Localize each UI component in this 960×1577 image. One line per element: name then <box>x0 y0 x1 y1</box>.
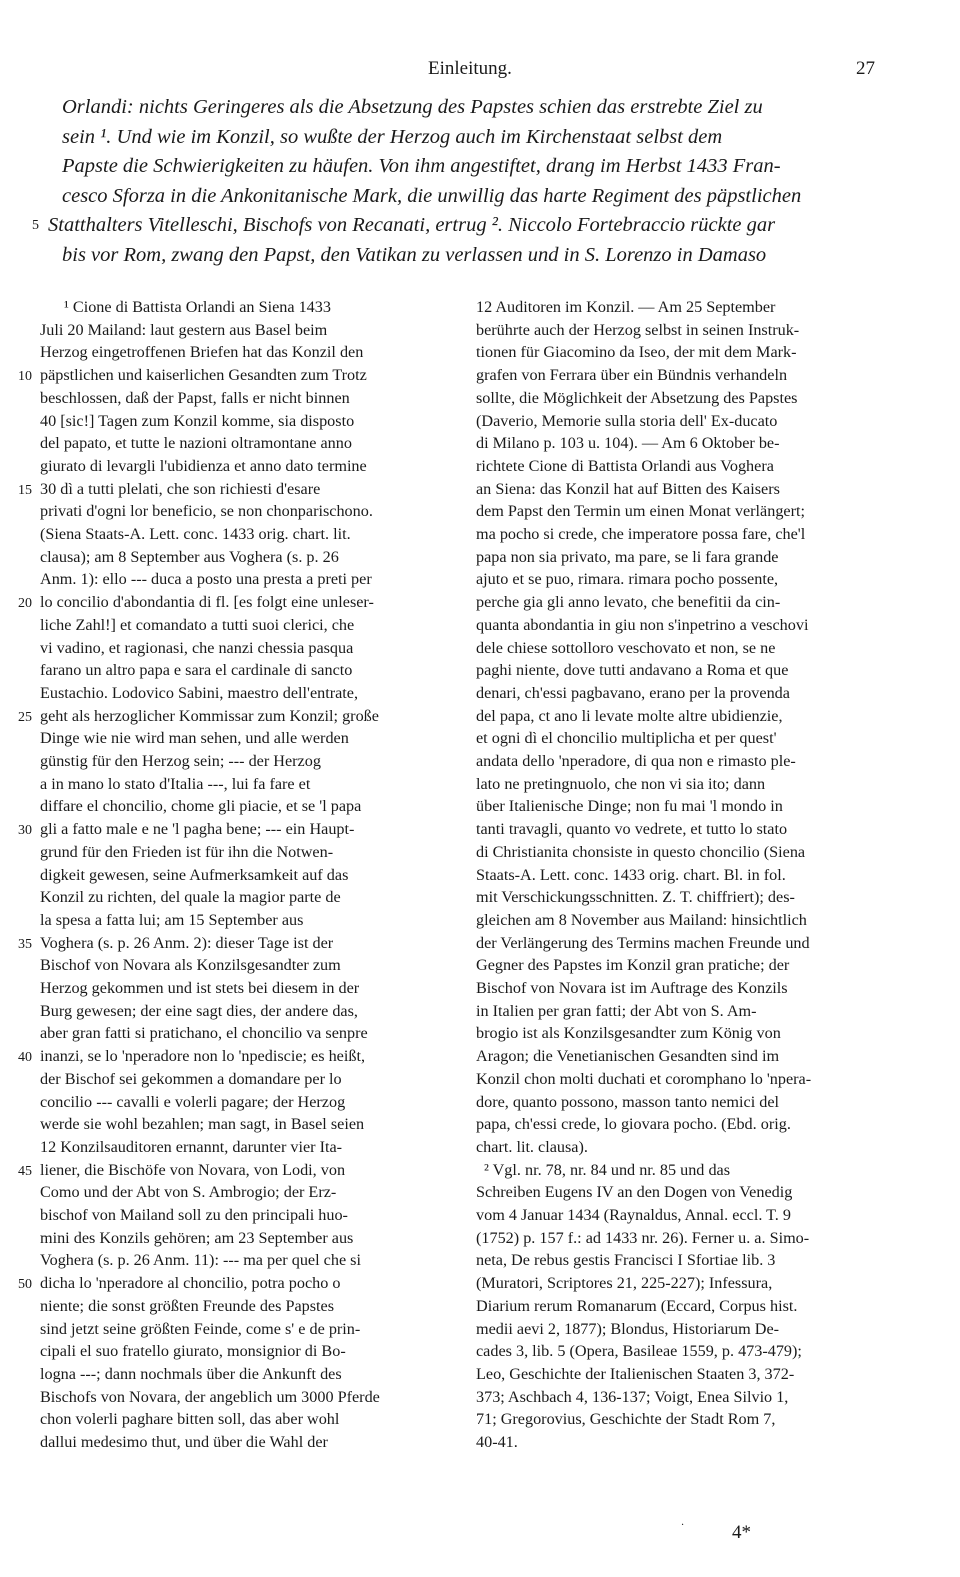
line-number: 45 <box>18 1163 32 1179</box>
footnote-line: berührte auch der Herzog selbst in seinen Instruk- <box>476 320 800 339</box>
footnote-line: an Siena: das Konzil hat auf Bitten des Kaisers <box>476 479 780 498</box>
footnote-line: beschlossen, daß der Papst, falls er nicht binnen <box>40 388 350 407</box>
footnote-line: dore, quanto possono, masson tanto nemici del <box>476 1092 780 1111</box>
footnote-line: Voghera (s. p. 26 Anm. 11): --- ma per quel che si <box>40 1251 361 1270</box>
main-text-line: Statthalters Vitelleschi, Bischofs von Recanati, ertrug ². Niccolo Fortebraccio rückte gar <box>48 214 776 237</box>
footnote-line: Konzil zu richten, del quale la magior parte de <box>40 888 341 907</box>
footnote-line: Gegner des Papstes im Konzil gran pratiche; der <box>476 956 790 975</box>
footnote-line: Bischof von Novara ist im Auftrage des Konzils <box>476 979 788 997</box>
footnote-line: neta, De rebus gestis Francisci I Sfortiae lib. 3 <box>476 1251 776 1270</box>
footnote-line: der Verlängerung des Termins machen Freunde und <box>476 933 810 952</box>
footnote-line: lo concilio d'abondantia di fl. [es folgt eine unleser- <box>40 593 374 612</box>
footnote-line: Herzog gekommen und ist stets bei diesem in der <box>40 979 360 997</box>
footnote-line: päpstlichen und kaiserlichen Gesandten zum Trotz <box>40 366 367 385</box>
footnote-line: der Bischof sei gekommen a domandare per lo <box>40 1069 342 1088</box>
footnote-line: 12 Auditoren im Konzil. — Am 25 September <box>476 298 776 316</box>
footnote-line: dicha lo 'nperadore al choncilio, potra pocho o <box>40 1274 341 1293</box>
line-number: 20 <box>18 596 32 612</box>
footnote-line: del papato, et tutte le nazioni oltramontane anno <box>40 434 352 453</box>
footnote-line: Dinge wie nie wird man sehen, und alle werden <box>40 729 349 748</box>
footnote-line: Juli 20 Mailand: laut gestern aus Basel beim <box>40 320 328 339</box>
footnote-line: geht als herzoglicher Kommissar zum Konzil; große <box>40 706 379 725</box>
line-number: 40 <box>18 1050 32 1066</box>
footnote-line: la spesa a fatta lui; am 15 September aus <box>40 910 304 929</box>
footnote-line: niente; die sonst größten Freunde des Papstes <box>40 1296 335 1315</box>
footnote-line: 40 [sic!] Tagen zum Konzil komme, sia disposto <box>40 411 355 430</box>
footnote-line: 40-41. <box>476 1433 518 1451</box>
footnote-line: lato ne pretingnuolo, che non vi sia ito; dann <box>476 774 766 793</box>
footnote-line: farano un altro papa e sara el cardinale di sancto <box>40 661 353 680</box>
footnote-line: vi vadino, et ragionasi, che nanzi chessia pasqua <box>40 638 354 657</box>
footnote-line: inanzi, se lo 'nperadore non lo 'npediscie; es heißt, <box>40 1047 365 1066</box>
main-text-line: Papste die Schwierigkeiten zu häufen. Von ihm angestiftet, drang im Herbst 1433 Fran- <box>62 155 781 178</box>
footnote-line: clausa); am 8 September aus Voghera (s. p. 26 <box>40 547 339 566</box>
signature-mark: 4* <box>732 1522 751 1543</box>
footnote-line: 373; Aschbach 4, 136-137; Voigt, Enea Silvio 1, <box>476 1387 789 1406</box>
footnote-line: quanta abondantia in giu non s'inpetrino a veschovi <box>476 615 809 634</box>
footnote-line: 71; Gregorovius, Geschichte der Stadt Rom 7, <box>476 1410 776 1429</box>
footnote-line: digkeit gewesen, seine Aufmerksamkeit auf das <box>40 865 349 884</box>
footnote-line: Voghera (s. p. 26 Anm. 2): dieser Tage ist der <box>40 933 334 952</box>
footnote-line: liche Zahl!] et comandato a tutti suoi clerici, che <box>40 615 355 634</box>
footnote-line: richtete Cione di Battista Orlandi aus Voghera <box>476 456 774 475</box>
footnote-line: mini des Konzils gehören; am 23 September aus <box>40 1228 354 1247</box>
footnote-line: gli a fatto male e ne 'l pagha bene; --- ein Haupt- <box>40 820 355 839</box>
footnote-line: (Muratori, Scriptores 21, 225-227); Infessura, <box>476 1274 773 1293</box>
footnote-line: werde sie wohl bezahlen; man sagt, in Basel seien <box>40 1115 365 1134</box>
footnote-line: dallui medesimo thut, und über die Wahl der <box>40 1433 328 1451</box>
line-number: 35 <box>18 936 32 952</box>
footnote-line: Leo, Geschichte der Italienischen Staaten 3, 372- <box>476 1364 795 1383</box>
footnote-line: liener, die Bischöfe von Novara, von Lodi, von <box>40 1160 346 1179</box>
line-number: 25 <box>18 709 32 725</box>
running-header <box>0 58 960 86</box>
main-text-line: bis vor Rom, zwang den Papst, den Vatikan zu verlassen und in S. Lorenzo in Damaso <box>62 244 767 266</box>
footnote-line: et ogni dì el choncilio multiplicha et per quest' <box>476 729 777 748</box>
footnote-line: aber gran fatti si pratichano, el choncilio va senpre <box>40 1024 368 1043</box>
footnote-line: Anm. 1): ello --- duca a posto una presta a preti per <box>40 570 372 589</box>
footnote-line: cades 3, lib. 5 (Opera, Basileae 1559, p. 473-479); <box>476 1342 802 1361</box>
line-number: 50 <box>18 1277 32 1293</box>
footnote-line: ² Vgl. nr. 78, nr. 84 und nr. 85 und das <box>484 1160 731 1179</box>
footnote-line: ma pocho si crede, che imperatore possa fare, che'l <box>476 525 806 543</box>
footnote-line: Bischof von Novara als Konzilsgesandter zum <box>40 956 341 975</box>
footnote-line: del papa, ct ano li levate molte altre ubidienzie, <box>476 706 783 725</box>
line-number: 30 <box>18 823 32 839</box>
footnote-line: tanti travagli, quanto vo vedrete, et tutto lo stato <box>476 820 788 839</box>
footnote-line: in Italien per gran fatti; der Abt von S. Am- <box>476 1001 757 1020</box>
footnote-line: chart. lit. clausa). <box>476 1137 588 1156</box>
footnote-line: über Italienische Dinge; non fu mai 'l mondo in <box>476 797 783 816</box>
footnote-line: concilio --- cavalli e volerli pagare; der Herzog <box>40 1092 346 1111</box>
footnote-line: Staats-A. Lett. conc. 1433 orig. chart. Bl. in fol. <box>476 865 786 884</box>
running-title: Einleitung. <box>428 58 512 79</box>
line-number: 5 <box>32 218 39 234</box>
footnote-line: Konzil chon molti duchati et coromphano lo 'npera- <box>476 1069 812 1088</box>
footnote-line: mit Verschickungsschnitten. Z. T. chiffriert); des- <box>476 888 795 907</box>
footnote-line: dele chiese sottolloro veschovato et non, se ne <box>476 638 776 657</box>
footnote-line: perche gia gli anno levato, che benefitii da cin- <box>476 593 781 612</box>
footnote-line: grund für den Frieden ist für ihn die Notwen- <box>40 842 334 861</box>
footnote-line: brogio ist als Konzilsgesandter zum König von <box>476 1024 781 1043</box>
footnote-line: (Siena Staats-A. Lett. conc. 1433 orig. chart. lit. <box>40 525 351 543</box>
footnote-line: giurato di levargli l'ubidienza et anno dato termine <box>40 456 367 475</box>
line-number: 10 <box>18 369 32 385</box>
footnote-line: medii aevi 2, 1877); Blondus, Historiarum De- <box>476 1319 780 1338</box>
line-number: 15 <box>18 482 32 498</box>
main-text-line: sein ¹. Und wie im Konzil, so wußte der Herzog auch im Kirchenstaat selbst dem <box>62 125 723 148</box>
footnote-line: Eustachio. Lodovico Sabini, maestro dell'entrate, <box>40 683 359 702</box>
main-text-line: cesco Sforza in die Ankonitanische Mark, die unwillig das harte Regiment des päpstlichen <box>62 184 802 207</box>
footnote-line: diffare el choncilio, chome gli piacie, et se 'l papa <box>40 797 362 816</box>
footnote-line: sind jetzt seine größten Feinde, come s' e de prin- <box>40 1319 361 1338</box>
footnote-line: paghi niente, dove tutti andavano a Roma et que <box>476 661 789 680</box>
footnote-line: di Christianita chonsiste in questo choncilio (Siena <box>476 842 806 861</box>
stray-dot: · <box>681 1520 685 1531</box>
footnote-line: grafen von Ferrara über ein Bündnis verhandeln <box>476 366 788 385</box>
footnote-line: sollte, die Möglichkeit der Absetzung des Papstes <box>476 388 798 407</box>
footnote-line: cipali el suo fratello giurato, monsignior di Bo- <box>40 1342 346 1361</box>
footnote-line: papa non sia privato, ma pare, se li fara grande <box>476 547 779 566</box>
footnote-line: (1752) p. 157 f.: ad 1433 nr. 26). Ferner u. a. Simo- <box>476 1228 810 1247</box>
footnote-line: andata dello 'nperadore, di qua non e rimasto ple- <box>476 752 796 770</box>
footnote-line: chon volerli paghare bitten soll, das aber wohl <box>40 1410 340 1429</box>
footnote-line: ¹ Cione di Battista Orlandi an Siena 1433 <box>64 298 331 316</box>
footnote-line: dem Papst den Termin um einen Monat verlängert; <box>476 502 805 521</box>
page-number: 27 <box>856 58 875 79</box>
footnote-line: logna ---; dann nochmals über die Ankunft des <box>40 1364 342 1383</box>
footnote-line: privati d'ogni lor beneficio, se non chonparischono. <box>40 502 373 521</box>
footnote-line: Burg gewesen; der eine sagt dies, der andere das, <box>40 1001 358 1020</box>
footnote-line: 12 Konzilsauditoren ernannt, darunter vier Ita- <box>40 1137 343 1156</box>
footnote-line: (Daverio, Memorie sulla storia dell' Ex-ducato <box>476 411 778 430</box>
footnote-line: bischof von Mailand soll zu den principali huo- <box>40 1206 348 1224</box>
footnote-line: Herzog eingetroffenen Briefen hat das Konzil den <box>40 343 364 362</box>
footnote-line: papa, ch'essi crede, lo giovara pocho. (Ebd. orig. <box>476 1115 791 1134</box>
footnote-line: ajuto et se puo, rimara. rimara pocho possente, <box>476 570 779 589</box>
footnote-line: di Milano p. 103 u. 104). — Am 6 Oktober be- <box>476 434 780 453</box>
footnote-line: tionen für Giacomino da Iseo, der mit dem Mark- <box>476 343 797 362</box>
footnote-line: denari, ch'essi pagbavano, erano per la provenda <box>476 683 790 702</box>
footnote-line: Como und der Abt von S. Ambrogio; der Erz- <box>40 1183 337 1202</box>
footnote-line: Schreiben Eugens IV an den Dogen von Venedig <box>476 1183 793 1202</box>
footnote-line: gleichen am 8 November aus Mailand: hinsichtlich <box>476 910 807 929</box>
footnote-line: vom 4 Januar 1434 (Raynaldus, Annal. eccl. T. 9 <box>476 1206 791 1224</box>
footnote-line: Aragon; die Venetianischen Gesandten sind im <box>476 1047 780 1066</box>
footnote-line: Bischofs von Novara, der angeblich um 3000 Pferde <box>40 1387 380 1406</box>
footnote-line: günstig für den Herzog sein; --- der Herzog <box>40 752 321 770</box>
footnote-line: 30 dì a tutti plelati, che son richiesti d'esare <box>40 479 321 498</box>
footnote-line: Diarium rerum Romanarum (Eccard, Corpus hist. <box>476 1296 798 1315</box>
footnote-line: a in mano lo stato d'Italia ---, lui fa fare et <box>40 774 311 793</box>
main-text-line: Orlandi: nichts Geringeres als die Absetzung des Papstes schien das erstrebte Ziel zu <box>62 96 763 118</box>
